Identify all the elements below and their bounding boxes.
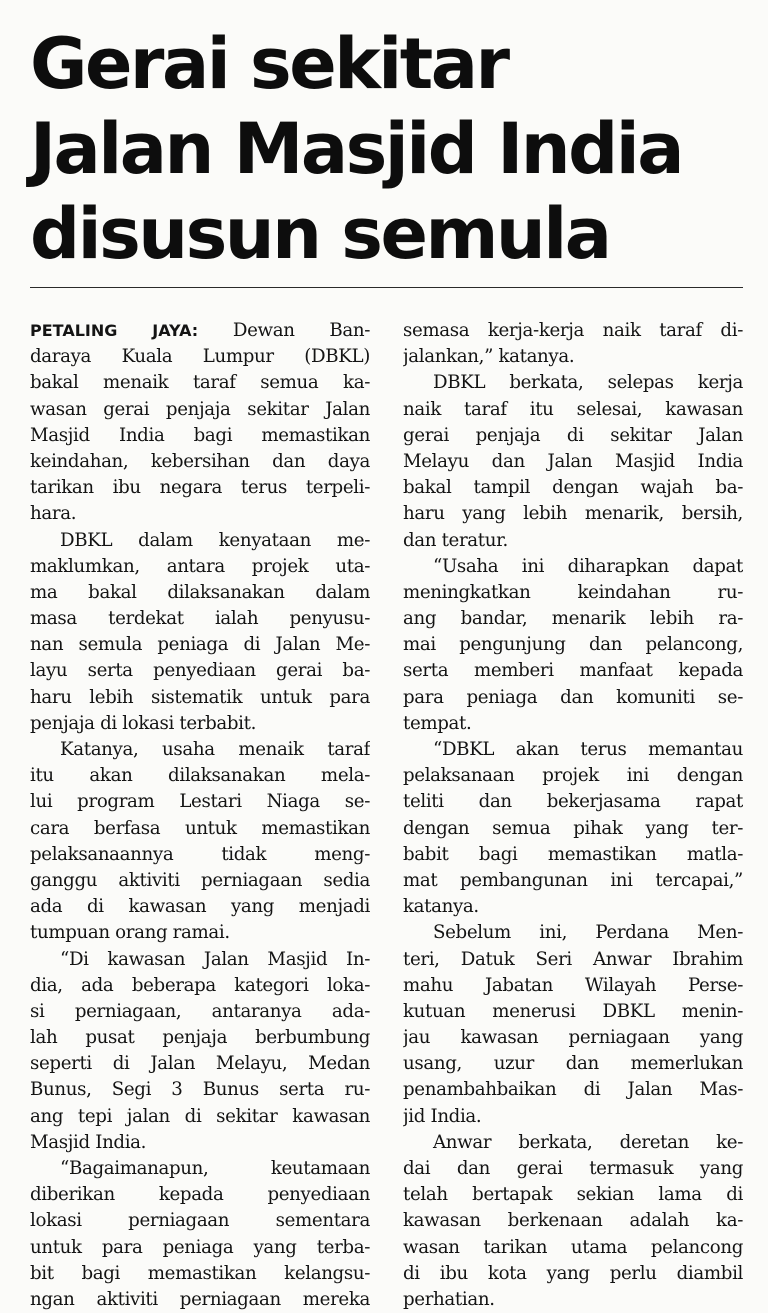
article-line: [30, 318, 370, 344]
article-line: wasan tarikan utama pelancong: [403, 1236, 743, 1258]
article-line: DBKL dalam kenyataan me-: [60, 529, 370, 551]
article-line: mahu Jabatan Wilayah Perse-: [403, 974, 743, 996]
article-line: mai pengunjung dan pelancong,: [403, 634, 743, 656]
article-line: pelaksanaan projek ini dengan: [403, 765, 743, 787]
article-line: kutuan menerusi DBKL menin-: [403, 1000, 743, 1022]
headline-divider: [30, 287, 743, 288]
article-line: bit bagi memastikan kelangsu-: [30, 1262, 370, 1284]
article-line: pelaksanaannya tidak meng-: [30, 843, 370, 865]
article-line: serta memberi manfaat kepada: [403, 660, 743, 682]
article-line: naik taraf itu selesai, kawasan: [403, 398, 743, 420]
article-line: dai dan gerai termasuk yang: [403, 1158, 743, 1179]
article-column-right: [403, 318, 743, 1313]
article-line: tarikan ibu negara terus terpeli-: [30, 477, 370, 499]
article-line: Bunus, Segi 3 Bunus serta ru-: [30, 1079, 370, 1101]
article-line: dengan semua pihak yang ter-: [403, 817, 743, 839]
article-line: katanya.: [403, 896, 479, 918]
article-line: daraya Kuala Lumpur (DBKL): [30, 346, 370, 368]
headline-line: disusun semula: [30, 193, 610, 275]
headline-line: Gerai sekitar: [30, 23, 508, 105]
article-line: wasan gerai penjaja sekitar Jalan: [30, 398, 370, 420]
article-line: jid India.: [403, 1105, 482, 1127]
article-line: hara.: [30, 503, 77, 525]
article-line: si perniagaan, antaranya ada-: [30, 1000, 370, 1022]
article-line: jau kawasan perniagaan yang: [403, 1027, 743, 1049]
article-line: untuk para peniaga yang terba-: [30, 1236, 370, 1258]
article-line: diberikan kepada penyediaan: [30, 1184, 370, 1206]
article-line: keindahan, kebersihan dan daya: [30, 450, 370, 472]
article-line: gerai penjaja di sekitar Jalan: [403, 424, 743, 446]
article-line: “DBKL akan terus memantau: [433, 739, 743, 760]
article-line: layu serta penyediaan gerai ba-: [30, 660, 370, 682]
article-line: masa terdekat ialah penyusu-: [30, 608, 370, 630]
article-line: “Usaha ini diharapkan dapat: [433, 555, 743, 577]
article-line: telah bertapak sekian lama di: [403, 1184, 743, 1206]
article-line: penjaja di lokasi terbabit.: [30, 712, 257, 734]
dateline: PETALING JAYA:: [30, 321, 199, 340]
article-line: haru yang lebih menarik, bersih,: [403, 503, 743, 525]
article-line: Masjid India.: [30, 1131, 147, 1153]
article-line: lui program Lestari Niaga se-: [30, 791, 370, 813]
article-line: ada di kawasan yang menjadi: [30, 896, 370, 918]
article-line: teri, Datuk Seri Anwar Ibrahim: [403, 948, 743, 970]
article-line: Masjid India bagi memastikan: [30, 424, 370, 446]
article-line: ang tepi jalan di sekitar kawasan: [30, 1105, 370, 1127]
headline-line: Jalan Masjid India: [30, 108, 682, 190]
article-line: tumpuan orang ramai.: [30, 922, 230, 944]
article-line: ngan aktiviti perniagaan mereka: [30, 1288, 370, 1310]
article-line: “Bagaimanapun, keutamaan: [60, 1158, 370, 1179]
article-line: penambahbaikan di Jalan Mas-: [403, 1079, 743, 1101]
article-line: di ibu kota yang perlu diambil: [403, 1262, 743, 1284]
article-line: para peniaga dan komuniti se-: [403, 686, 743, 708]
article-line: jalankan,” katanya.: [403, 346, 575, 368]
article-line: dan teratur.: [403, 529, 508, 551]
article-line: ganggu aktiviti perniagaan sedia: [30, 869, 370, 891]
article-line: itu akan dilaksanakan mela-: [30, 765, 370, 787]
article-line: teliti dan bekerjasama rapat: [403, 791, 743, 813]
article-line: Sebelum ini, Perdana Men-: [433, 922, 743, 944]
article-column-left: [30, 318, 370, 1313]
article-line-text: Dewan Ban-: [198, 320, 370, 341]
article-line: ang bandar, menarik lebih ra-: [403, 608, 743, 630]
headline: [30, 22, 750, 277]
article-line: haru lebih sistematik untuk para: [30, 686, 370, 708]
article-line: Katanya, usaha menaik taraf: [60, 739, 370, 760]
article-line: babit bagi memastikan matla-: [403, 843, 743, 865]
article-line: bakal tampil dengan wajah ba-: [403, 477, 743, 499]
article-line: semasa kerja-kerja naik taraf di-: [403, 320, 743, 341]
article-line: meningkatkan keindahan ru-: [403, 581, 743, 603]
article-line: perhatian.: [403, 1288, 495, 1310]
article-line: dia, ada beberapa kategori loka-: [30, 974, 370, 996]
article-line: lah pusat penjaja berbumbung: [30, 1027, 370, 1049]
article-line: Anwar berkata, deretan ke-: [433, 1131, 743, 1153]
article-line: kawasan berkenaan adalah ka-: [403, 1210, 743, 1232]
article-line: “Di kawasan Jalan Masjid In-: [60, 948, 370, 970]
article-line: nan semula peniaga di Jalan Me-: [30, 634, 370, 656]
article-line: ma bakal dilaksanakan dalam: [30, 581, 370, 603]
article-line: cara berfasa untuk memastikan: [30, 817, 370, 839]
article-line: maklumkan, antara projek uta-: [30, 555, 370, 577]
article-line: tempat.: [403, 712, 472, 734]
article-line: seperti di Jalan Melayu, Medan: [30, 1053, 370, 1075]
article-line: DBKL berkata, selepas kerja: [433, 372, 743, 394]
article-line: lokasi perniagaan sementara: [30, 1210, 370, 1232]
article-line: mat pembangunan ini tercapai,”: [403, 869, 743, 891]
article-line: usang, uzur dan memerlukan: [403, 1053, 743, 1075]
article-line: Melayu dan Jalan Masjid India: [403, 450, 743, 472]
article-line: bakal menaik taraf semua ka-: [30, 372, 370, 394]
